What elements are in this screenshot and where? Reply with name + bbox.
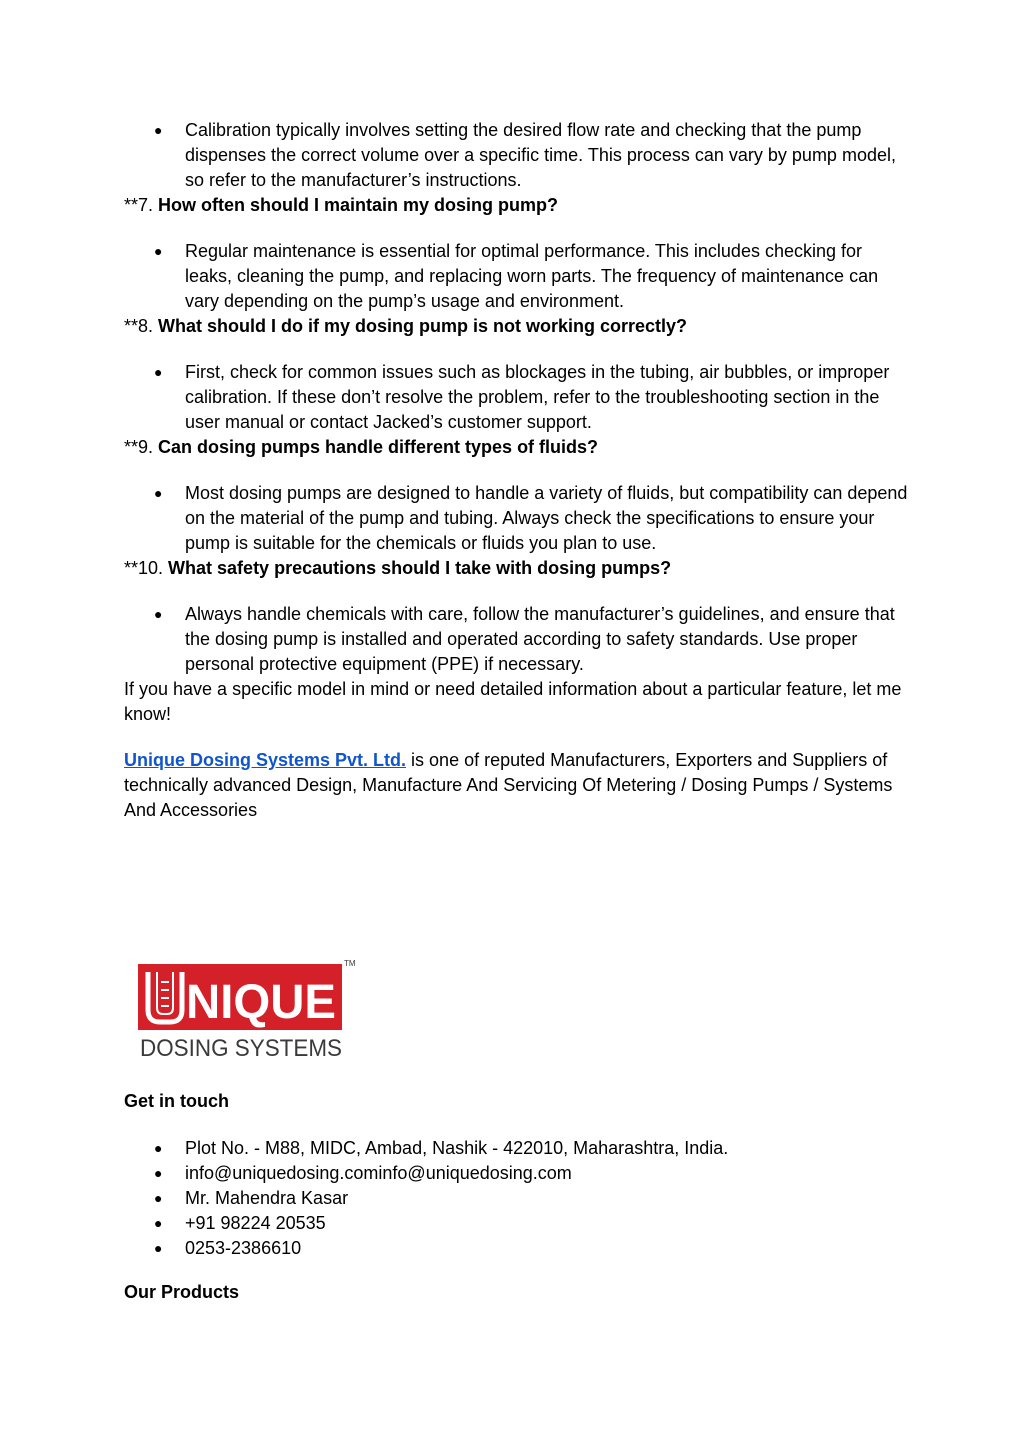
question-text: Can dosing pumps handle different types of fluids? <box>158 437 599 457</box>
trademark-mark: TM <box>344 959 356 968</box>
faq-answer-item <box>124 481 914 556</box>
company-description: is one of reputed Manufacturers, Exporters and Suppliers of technically advanced Design, Manufacture And Servicing Of Metering / Dosing Pumps / Systems And Accessories <box>124 750 893 820</box>
bullet-icon: ● <box>154 1240 163 1256</box>
bullet-icon: ● <box>154 1165 163 1181</box>
faq-answer-item <box>124 602 914 677</box>
company-link[interactable]: Unique Dosing Systems Pvt. Ltd. <box>124 750 407 770</box>
contact-address <box>124 1136 914 1161</box>
question-number: **10. <box>124 558 169 578</box>
faq-answer-list <box>124 118 914 193</box>
faq-answer-list <box>124 239 914 314</box>
bullet-icon: ● <box>154 243 163 259</box>
faq-answer-list <box>124 602 914 677</box>
faq-answer-item <box>124 239 914 314</box>
bullet-icon: ● <box>154 122 163 138</box>
bullet-icon: ● <box>154 1140 163 1156</box>
faq-answer-item <box>124 118 914 193</box>
closing-paragraph: If you have a specific model in mind or need detailed information about a particular feature, let me know! <box>124 679 902 724</box>
faq-question <box>124 435 914 460</box>
bullet-icon: ● <box>154 1190 163 1206</box>
contact-email <box>124 1161 914 1186</box>
faq-question <box>124 314 914 339</box>
products-heading: Our Products <box>124 1282 240 1302</box>
faq-answer-list <box>124 360 914 435</box>
question-text: What should I do if my dosing pump is not working correctly? <box>158 316 688 336</box>
question-text: How often should I maintain my dosing pump? <box>158 195 559 215</box>
faq-answer-list <box>124 481 914 556</box>
answer-text: Calibration typically involves setting the desired flow rate and checking that the pump dispenses the correct volume over a specific time. This process can vary by pump model, so refer to the manufacturer’s instructions. <box>185 120 896 190</box>
contact-mobile <box>124 1211 914 1236</box>
faq-answer-item <box>124 360 914 435</box>
answer-text: Regular maintenance is essential for optimal performance. This includes checking for leaks, cleaning the pump, and replacing worn parts. The frequency of maintenance can vary depending on the pump’s usage and environment. <box>185 241 879 311</box>
answer-text: First, check for common issues such as blockages in the tubing, air bubbles, or improper calibration. If these don’t resolve the problem, refer to the troubleshooting section in the user manual or contact Jacked’s customer support. <box>185 362 890 432</box>
contact-landline <box>124 1236 914 1261</box>
bullet-icon: ● <box>154 485 163 501</box>
contact-text: Mr. Mahendra Kasar <box>185 1188 349 1208</box>
question-number: **8. <box>124 316 159 336</box>
faq-question <box>124 193 914 218</box>
logo-word-bottom: DOSING SYSTEMS <box>140 1035 342 1062</box>
bullet-icon: ● <box>154 1215 163 1231</box>
answer-text: Most dosing pumps are designed to handle a variety of fluids, but compatibility can depend on the material of the pump and tubing. Always check the specifications to ensure your pump is suitable for the chemicals or fluids you plan to use. <box>185 483 908 553</box>
document-body <box>124 118 914 844</box>
contact-text: +91 98224 20535 <box>185 1213 326 1233</box>
question-text: What safety precautions should I take with dosing pumps? <box>168 558 672 578</box>
unique-dosing-logo <box>138 958 360 1062</box>
contact-text: info@uniquedosing.cominfo@uniquedosing.com <box>185 1163 572 1183</box>
bullet-icon: ● <box>154 364 163 380</box>
logo-word-top: NIQUE <box>186 976 336 1029</box>
company-paragraph <box>124 748 914 823</box>
question-number: **7. <box>124 195 159 215</box>
faq-question <box>124 556 914 581</box>
contact-text: 0253-2386610 <box>185 1238 302 1258</box>
bullet-icon: ● <box>154 606 163 622</box>
contact-person <box>124 1186 914 1211</box>
contact-list <box>124 1136 914 1261</box>
contact-text: Plot No. - M88, MIDC, Ambad, Nashik - 422010, Maharashtra, India. <box>185 1138 729 1158</box>
question-number: **9. <box>124 437 159 457</box>
contact-heading: Get in touch <box>124 1091 229 1111</box>
answer-text: Always handle chemicals with care, follow the manufacturer’s guidelines, and ensure that the dosing pump is installed and operated according to safety standards. Use proper personal protective equipment (PPE) if necessary. <box>185 604 895 674</box>
